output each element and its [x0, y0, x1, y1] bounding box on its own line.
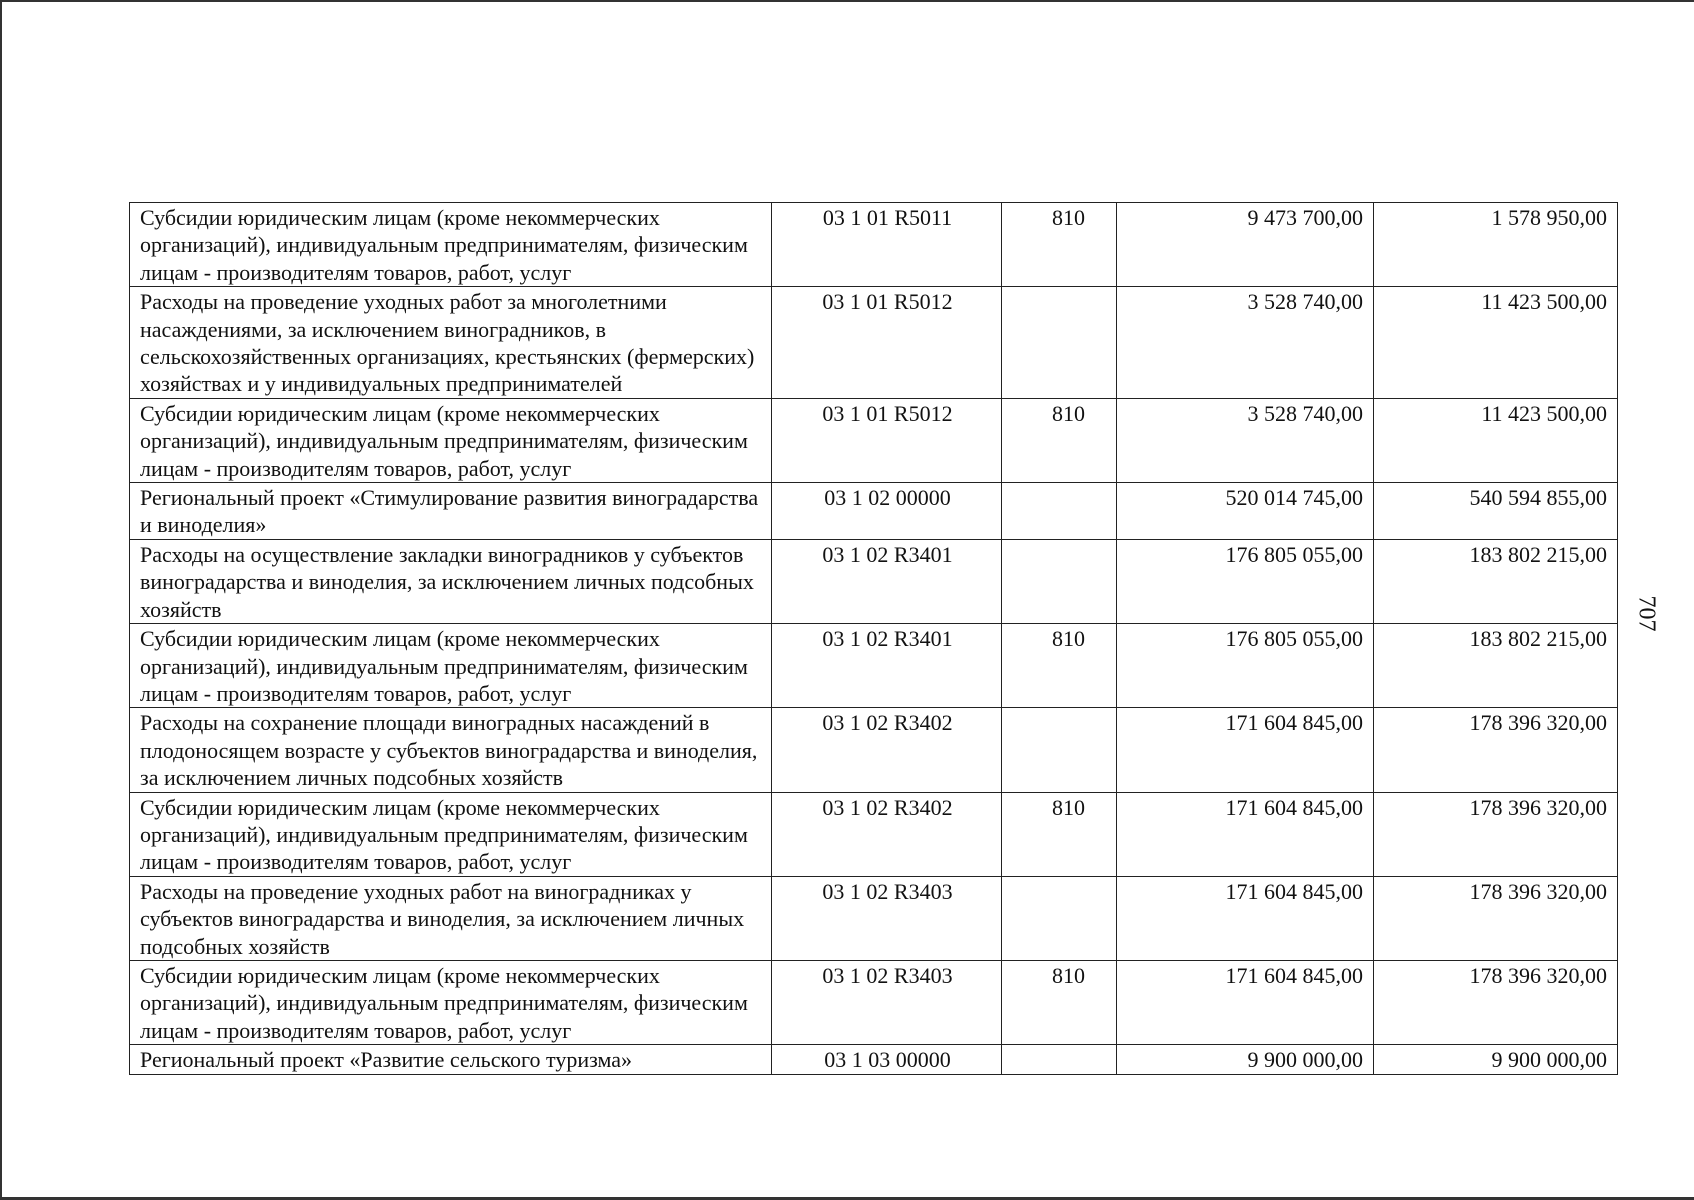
table-row — [130, 483, 1618, 540]
amount-cell-1: 176 805 055,00 — [1117, 624, 1374, 708]
table-row — [130, 539, 1618, 623]
amount-cell-2: 183 802 215,00 — [1374, 624, 1618, 708]
expense-name-cell: Субсидии юридическим лицам (кроме некоммерческих организаций), индивидуальным предпринимателям, физическим лицам - производителям товаров, работ, услуг — [130, 792, 772, 876]
expense-type-cell: 810 — [1002, 960, 1117, 1044]
amount-cell-1: 176 805 055,00 — [1117, 539, 1374, 623]
expense-type-cell: 810 — [1002, 203, 1117, 287]
amount-cell-1: 171 604 845,00 — [1117, 960, 1374, 1044]
expense-type-cell — [1002, 287, 1117, 399]
table-row — [130, 792, 1618, 876]
target-code-cell: 03 1 01 R5011 — [772, 203, 1002, 287]
table-row — [130, 398, 1618, 482]
table-row — [130, 708, 1618, 792]
amount-cell-1: 3 528 740,00 — [1117, 398, 1374, 482]
target-code-cell: 03 1 03 00000 — [772, 1045, 1002, 1074]
amount-cell-2: 178 396 320,00 — [1374, 708, 1618, 792]
expense-type-cell: 810 — [1002, 624, 1117, 708]
expense-type-cell — [1002, 539, 1117, 623]
expense-name-cell: Расходы на проведение уходных работ на виноградниках у субъектов виноградарства и виноделия, за исключением личных подсобных хозяйств — [130, 876, 772, 960]
expense-name-cell: Региональный проект «Развитие сельского туризма» — [130, 1045, 772, 1074]
amount-cell-2: 178 396 320,00 — [1374, 792, 1618, 876]
expense-name-cell: Региональный проект «Стимулирование развития виноградарства и виноделия» — [130, 483, 772, 540]
expense-name-cell: Субсидии юридическим лицам (кроме некоммерческих организаций), индивидуальным предпринимателям, физическим лицам - производителям товаров, работ, услуг — [130, 203, 772, 287]
amount-cell-1: 171 604 845,00 — [1117, 708, 1374, 792]
table-row — [130, 624, 1618, 708]
page-number: 707 — [1633, 595, 1660, 632]
expense-type-cell — [1002, 1045, 1117, 1074]
amount-cell-2: 540 594 855,00 — [1374, 483, 1618, 540]
scan-left-edge — [0, 0, 2, 1200]
amount-cell-1: 3 528 740,00 — [1117, 287, 1374, 399]
scan-top-edge — [0, 0, 1694, 2]
expense-type-cell — [1002, 708, 1117, 792]
expense-name-cell: Субсидии юридическим лицам (кроме некоммерческих организаций), индивидуальным предпринимателям, физическим лицам - производителям товаров, работ, услуг — [130, 398, 772, 482]
expense-name-cell: Расходы на осуществление закладки виноградников у субъектов виноградарства и виноделия, за исключением личных подсобных хозяйств — [130, 539, 772, 623]
target-code-cell: 03 1 02 R3401 — [772, 539, 1002, 623]
amount-cell-1: 171 604 845,00 — [1117, 792, 1374, 876]
target-code-cell: 03 1 01 R5012 — [772, 398, 1002, 482]
table-row — [130, 1045, 1618, 1074]
amount-cell-2: 1 578 950,00 — [1374, 203, 1618, 287]
table-row — [130, 287, 1618, 399]
amount-cell-1: 9 900 000,00 — [1117, 1045, 1374, 1074]
target-code-cell: 03 1 02 R3402 — [772, 792, 1002, 876]
expense-type-cell: 810 — [1002, 398, 1117, 482]
expense-type-cell: 810 — [1002, 792, 1117, 876]
target-code-cell: 03 1 01 R5012 — [772, 287, 1002, 399]
amount-cell-1: 520 014 745,00 — [1117, 483, 1374, 540]
amount-cell-2: 178 396 320,00 — [1374, 960, 1618, 1044]
expense-name-cell: Расходы на сохранение площади виноградных насаждений в плодоносящем возрасте у субъектов виноградарства и виноделия, за исключением личных подсобных хозяйств — [130, 708, 772, 792]
amount-cell-2: 9 900 000,00 — [1374, 1045, 1618, 1074]
table-row — [130, 203, 1618, 287]
amount-cell-2: 178 396 320,00 — [1374, 876, 1618, 960]
amount-cell-2: 183 802 215,00 — [1374, 539, 1618, 623]
target-code-cell: 03 1 02 R3403 — [772, 876, 1002, 960]
table-row — [130, 960, 1618, 1044]
table-row — [130, 876, 1618, 960]
target-code-cell: 03 1 02 R3403 — [772, 960, 1002, 1044]
target-code-cell: 03 1 02 R3401 — [772, 624, 1002, 708]
amount-cell-2: 11 423 500,00 — [1374, 398, 1618, 482]
expense-name-cell: Расходы на проведение уходных работ за многолетними насаждениями, за исключением виноградников, в сельскохозяйственных организациях, крестьянских (фермерских) хозяйствах и у индивидуальных предпринимателей — [130, 287, 772, 399]
amount-cell-1: 171 604 845,00 — [1117, 876, 1374, 960]
expense-type-cell — [1002, 876, 1117, 960]
expense-name-cell: Субсидии юридическим лицам (кроме некоммерческих организаций), индивидуальным предпринимателям, физическим лицам - производителям товаров, работ, услуг — [130, 624, 772, 708]
amount-cell-1: 9 473 700,00 — [1117, 203, 1374, 287]
amount-cell-2: 11 423 500,00 — [1374, 287, 1618, 399]
expense-name-cell: Субсидии юридическим лицам (кроме некоммерческих организаций), индивидуальным предпринимателям, физическим лицам - производителям товаров, работ, услуг — [130, 960, 772, 1044]
budget-table — [129, 202, 1618, 1075]
expense-type-cell — [1002, 483, 1117, 540]
target-code-cell: 03 1 02 R3402 — [772, 708, 1002, 792]
target-code-cell: 03 1 02 00000 — [772, 483, 1002, 540]
